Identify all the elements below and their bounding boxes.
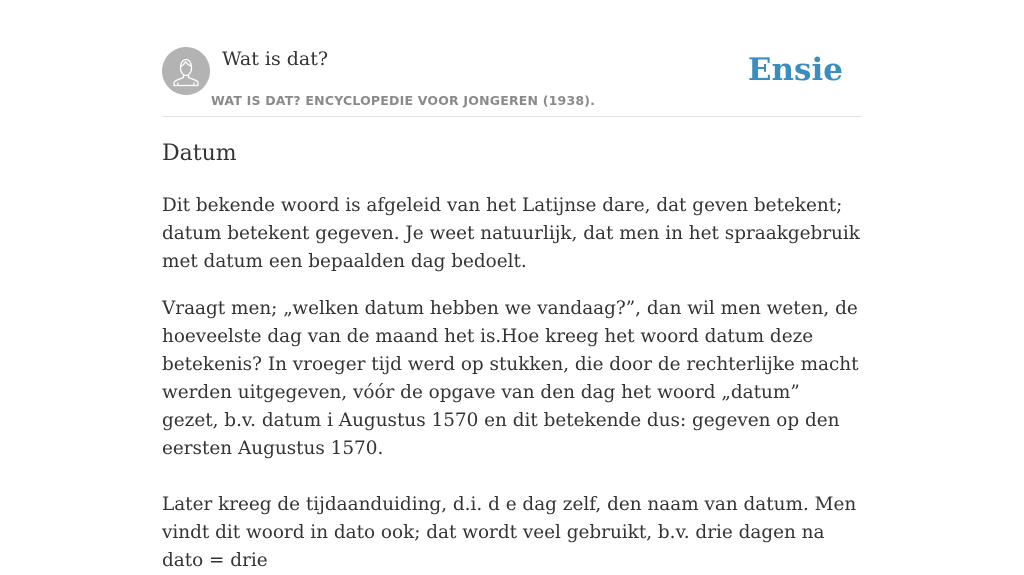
source-subtitle[interactable]: WAT IS DAT? ENCYCLOPEDIE VOOR JONGEREN (1938). — [211, 93, 596, 108]
user-icon[interactable] — [162, 47, 210, 95]
ensie-logo[interactable]: Ensie — [747, 52, 843, 88]
article-paragraph: Vraagt men; „welken datum hebben we vandaag?”, dan wil men weten, de hoeveelste dag van de maand het is.Hoe kreeg het woord datum deze betekenis? In vroeger tijd werd op stukken, die door de rechterlijke macht werden uitgegeven, vóór de opgave van den dag het woord „datum” gezet, b.v. datum i Augustus 1570 en dit betekende dus: gegeven op den eersten Augustus 1570. — [162, 298, 859, 459]
user-icon-graphic — [162, 47, 210, 95]
article-title: Datum — [162, 141, 237, 166]
source-title[interactable]: Wat is dat? — [222, 48, 329, 70]
article-paragraph: Dit bekende woord is afgeleid van het Latijnse dare, dat geven betekent; datum betekent gegeven. Je weet natuurlijk, dat men in het spraakgebruik met datum een bepaalden dag bedoelt. — [162, 195, 860, 272]
source-header — [162, 47, 862, 117]
article — [162, 139, 862, 575]
article-paragraph: Later kreeg de tijdaanduiding, d.i. d e dag zelf, den naam van datum. Men vindt dit woord in dato ook; dat wordt veel gebruikt, b.v. drie dagen na dato = drie — [162, 494, 857, 571]
